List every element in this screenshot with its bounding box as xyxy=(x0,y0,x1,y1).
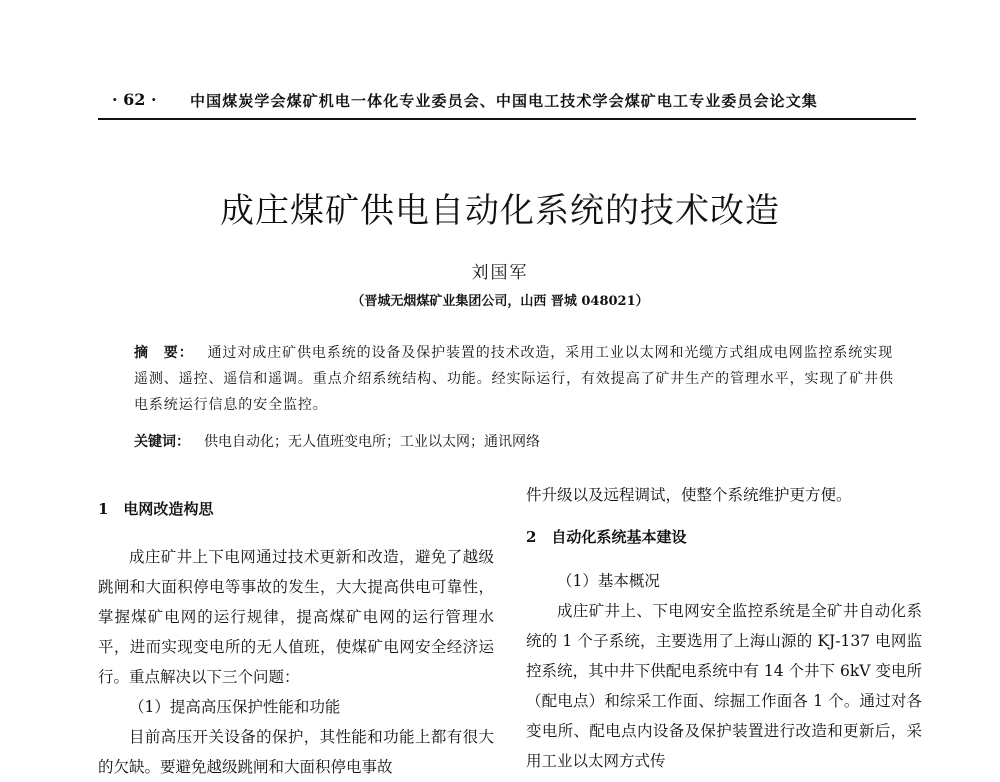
section-1-paragraph: 成庄矿井上下电网通过技术更新和改造，避免了越级跳闸和大面积停电等事故的发生，大大提高供电可靠性，掌握煤矿电网的运行规律，提高煤矿电网的运行管理水平，进而实现变电所的无人值班，使煤矿电网安全经济运行。重点解决以下三个问题： xyxy=(98,548,494,686)
section-1-item-1: （1）提高高压保护性能和功能 xyxy=(129,698,341,716)
section-2-paragraph: 成庄矿井上、下电网安全监控系统是全矿井自动化系统的 1 个子系统，主要选用了上海山源的 KJ-137 电网监控系统，其中井下供配电系统中有 14 个井下 6kV 变电所（配电点）和综采工作面、综掘工作面各 1 个。通过对各变电所、配电点内设备及保护装置进行改造和更新后，采用工业以太网方式传 xyxy=(526,602,922,770)
continuation-text: 件升级以及远程调试，使整个系统维护更方便。 xyxy=(526,486,852,504)
running-head xyxy=(98,84,916,120)
author-name: 刘国军 xyxy=(471,263,529,283)
left-column xyxy=(98,480,494,782)
abstract-label: 摘 要： xyxy=(134,345,194,361)
abstract-text: 通过对成庄矿供电系统的设备及保护装置的技术改造，采用工业以太网和光缆方式组成电网监控系统实现遥测、遥控、遥信和遥调。重点介绍系统结构、功能。经实际运行，有效提高了矿井生产的管理水平，实现了矿井供电系统运行信息的安全监控。 xyxy=(134,345,894,413)
keywords-label: 关键词： xyxy=(134,434,190,450)
section-2-item-1: （1）基本概况 xyxy=(557,572,660,590)
section-1-paragraph-2: 目前高压开关设备的保护，其性能和功能上都有很大的欠缺。要避免越级跳闸和大面积停电事故 xyxy=(98,728,494,776)
keywords xyxy=(134,429,894,455)
page-number: · 62 · xyxy=(112,90,157,109)
paper-title: 成庄煤矿供电自动化系统的技术改造 xyxy=(220,191,780,231)
keywords-text: 供电自动化；无人值班变电所；工业以太网；通讯网络 xyxy=(204,434,540,450)
author-affiliation: （晋城无烟煤矿业集团公司，山西 晋城 048021） xyxy=(351,294,649,309)
abstract xyxy=(134,340,894,418)
right-column xyxy=(526,480,922,776)
collection-title: 中国煤炭学会煤矿机电一体化专业委员会、中国电工技术学会煤矿电工专业委员会论文集 xyxy=(190,92,818,110)
section-2-heading: 2 自动化系统基本建设 xyxy=(526,528,687,546)
section-1-heading: 1 电网改造构思 xyxy=(98,500,214,518)
